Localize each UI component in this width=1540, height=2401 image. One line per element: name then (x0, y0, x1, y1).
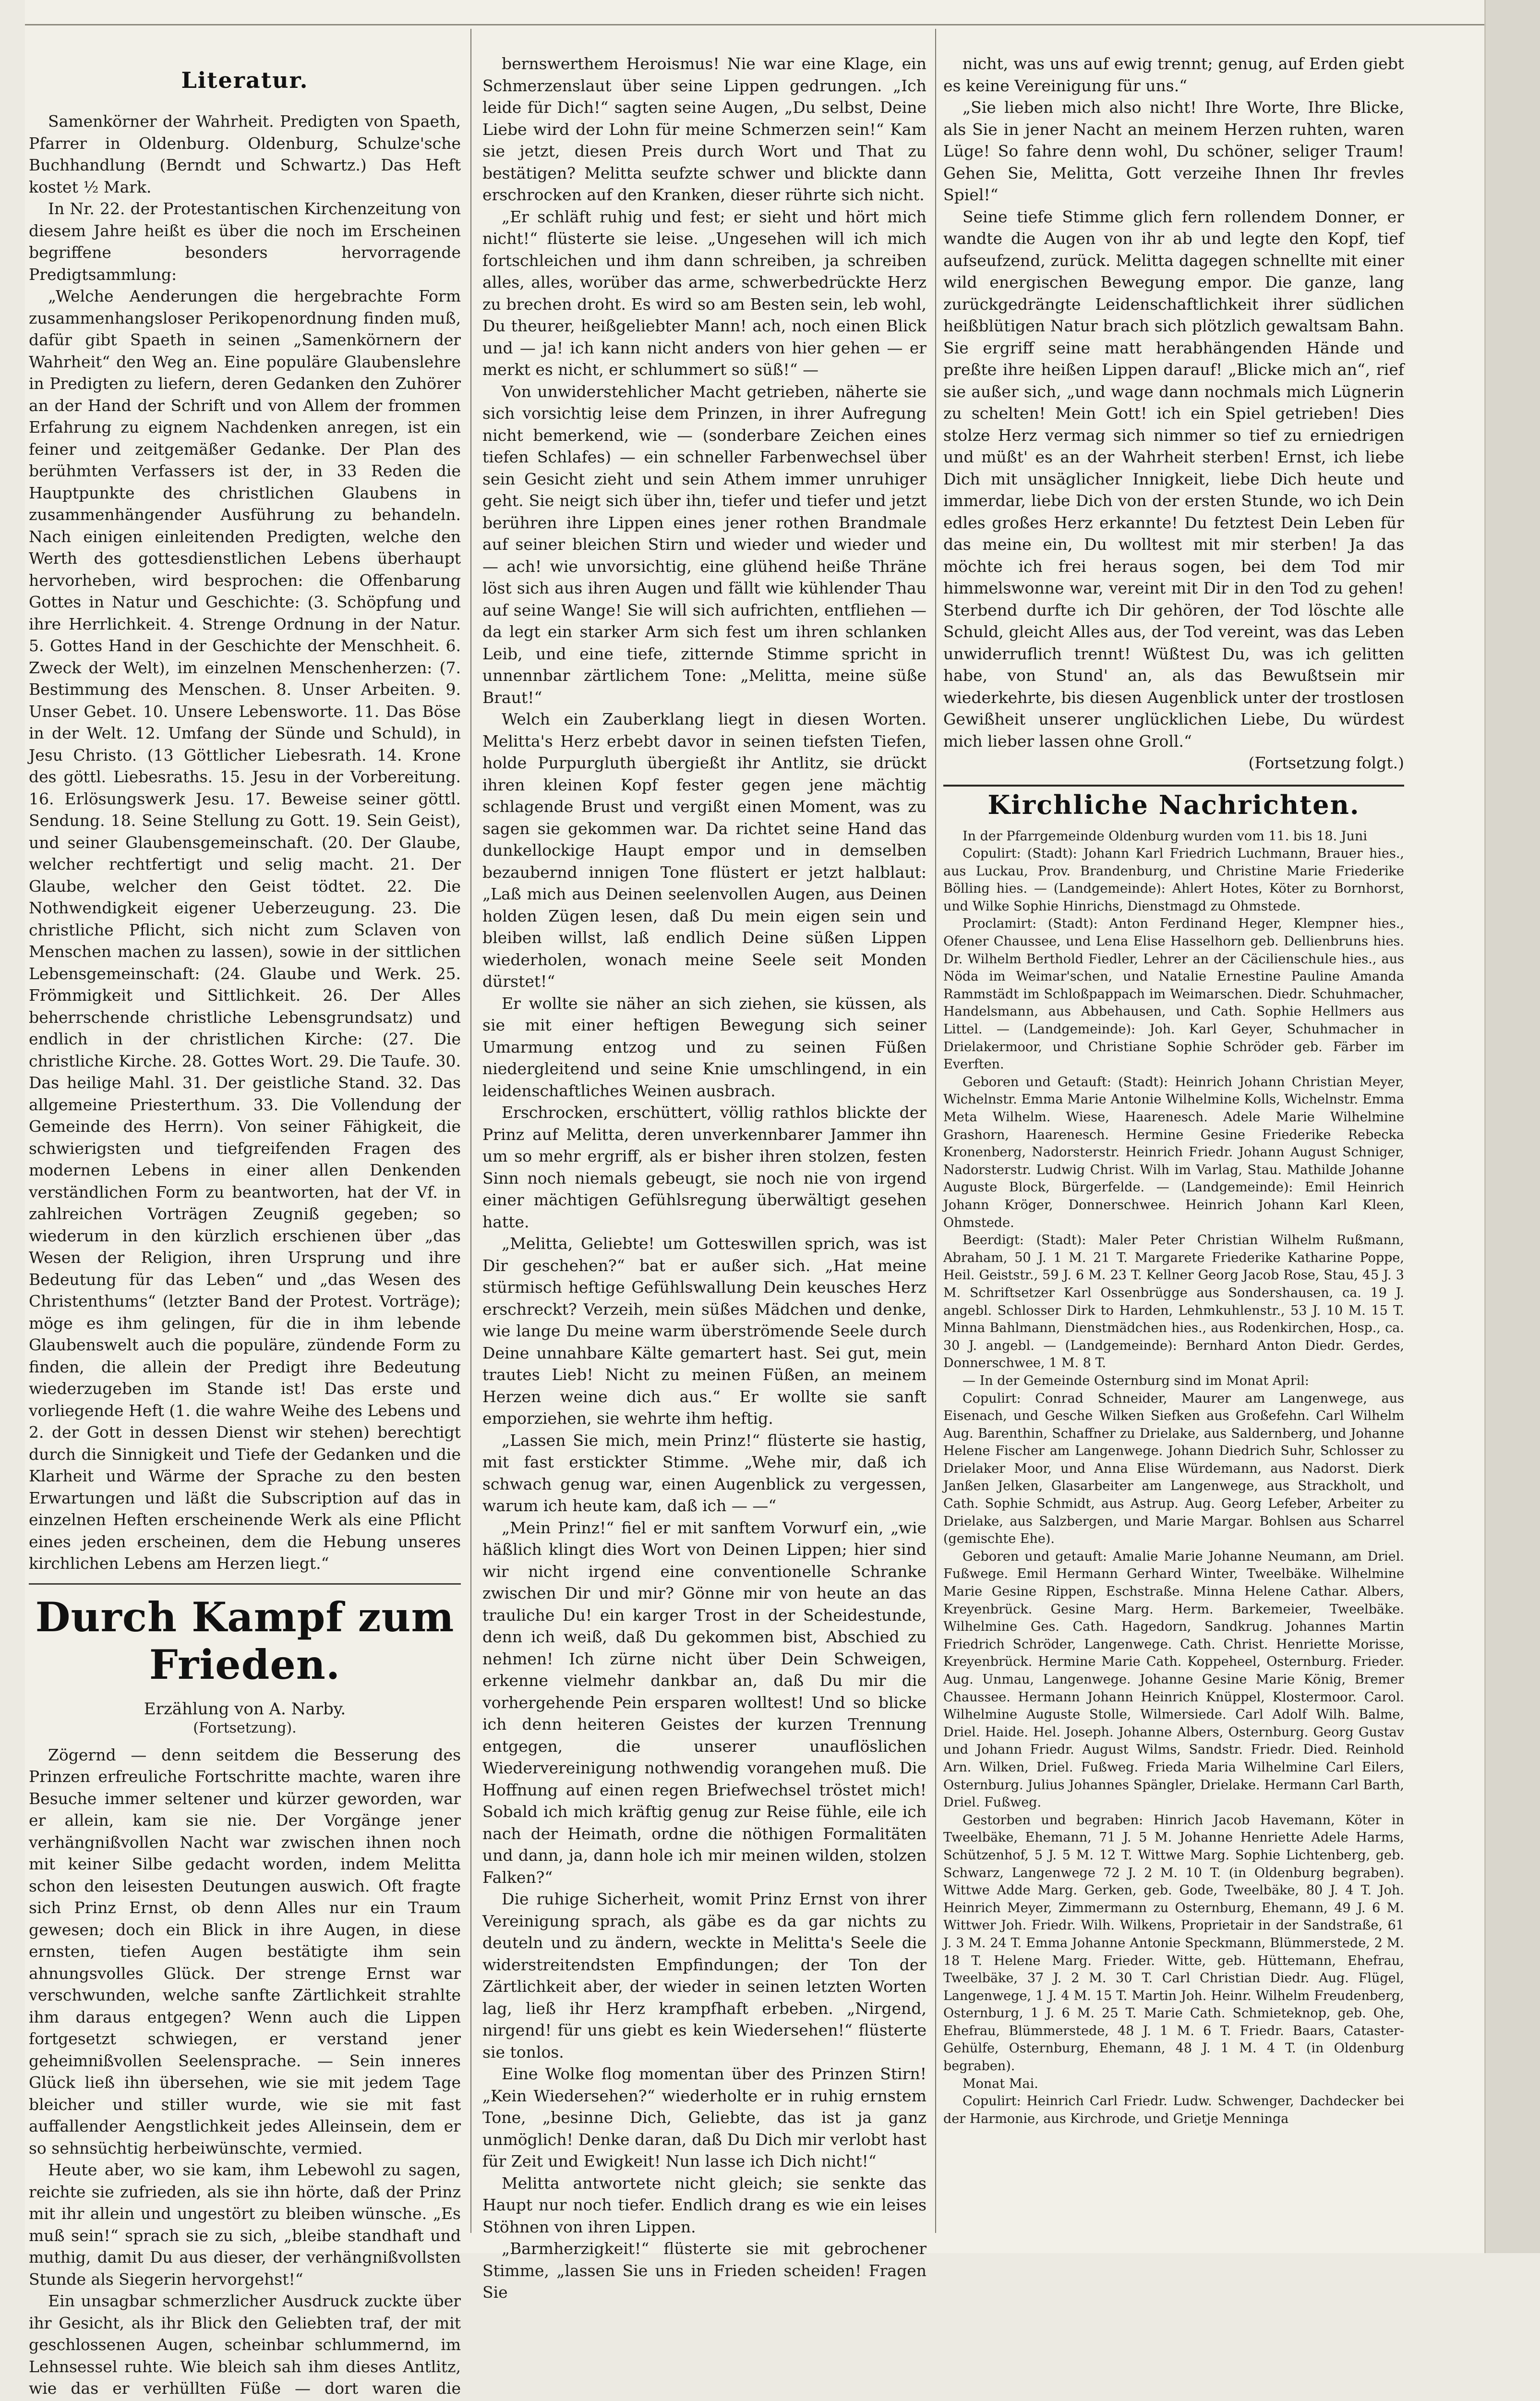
notice-paragraph: Geboren und Getauft: (Stadt): Heinrich Johann Christian Meyer, Wichelnstr. Emma Marie Antonie Wilhelmine Kolls, Wichelnstr. Emma Meta Wilhelm. Wiese, Haarenesch. Adele Marie Wilhelmine Grashorn, Haarenesch. Hermine Gesine Friederike Rebecka Kronenberg, Nadorsterstr. Heinrich Friedr. Johann August Schniger, Nadorsterstr. Ludwig Christ. Wilh im Varlag, Stau. Mathilde Johanne Auguste Block, Bürgerfelde. — (Landgemeinde): Emil Heinrich Johann Kröger, Donnerschwee. Heinrich Johann Karl Kleen, Ohmstede. (943, 1074, 1404, 1232)
story-paragraph: „Er schläft ruhig und fest; er sieht und hört mich nicht!“ flüsterte sie leise. „Ungesehen will ich mich fortschleichen und ihm dann schreiben, ja schreiben alles, alles, worüber das arme, schwerbedrückte Herz zu brechen droht. Es wird so am Besten sein, leb wohl, Du theurer, heißgeliebter Mann! ach, noch einen Blick und — ja! ich kann nicht anders von hier gehen — er merkt es nicht, er schlummert so süß!“ — (482, 206, 926, 381)
story-byline: Erzählung von A. Narby. (29, 1699, 461, 1719)
kirch-intro: In der Pfarrgemeinde Oldenburg wurden vom 11. bis 18. Juni (943, 828, 1404, 846)
column-divider (470, 29, 471, 2233)
story-paragraph: nicht, was uns auf ewig trennt; genug, auf Erden giebt es keine Vereinigung für uns.“ (943, 53, 1404, 97)
column-2 (482, 53, 926, 2233)
story-paragraph: Zögernd — denn seitdem die Besserung des Prinzen erfreuliche Fortschritte machte, waren ihre Besuche immer seltener und kürzer geworden, war er allein, kam sie nie. Der Vorgänge jener verhängnißvollen Nacht war zwischen ihnen noch mit keiner Silbe gedacht worden, indem Melitta schon den leisesten Deutungen auswich. Oft fragte sich Prinz Ernst, ob denn Alles nur ein Traum gewesen; doch ein Blick in ihre Augen, in diese ernsten, tiefen Augen bestätigte ihm sein ahnungsvolles Glück. Der strenge Ernst war verschwunden, welche sanfte Zärtlichkeit strahlte ihm daraus entgegen? Wenn auch die Lippen fortgesetzt schwiegen, er verstand jener geheimnißvollen Seelensprache. — Sein inneres Glück ließ ihn übersehen, wie sie mit jedem Tage bleicher und stiller wurde, wie sie mit fast auffallender Aengstlichkeit jedes Alleinsein, dem er so sehnsüchtig herbeiwünschte, vermied. (29, 1744, 461, 2159)
story-paragraph: „Sie lieben mich also nicht! Ihre Worte, Ihre Blicke, als Sie in jener Nacht an meinem Herzen ruhten, waren Lüge! So fahre denn wohl, Du schöner, seliger Traum! Gehen Sie, Melitta, Gott verzeihe Ihnen Ihr frevles Spiel!“ (943, 97, 1404, 206)
story-paragraph: Heute aber, wo sie kam, ihm Lebewohl zu sagen, reichte sie zufrieden, als sie ihn hörte, daß der Prinz mit ihr allein und ungestört zu bleiben wünsche. „Es muß sein!“ sprach sie zu sich, „bleibe standhaft und muthig, damit Du aus dieser, der verhängnißvollsten Stunde als Siegerin hervorgehst!“ (29, 2159, 461, 2290)
story-paragraph: Erschrocken, erschüttert, völlig rathlos blickte der Prinz auf Melitta, deren unverkennbarer Jammer ihn um so mehr ergriff, als er bisher ihren stolzen, festen Sinn noch niemals gebeugt, sie noch nie von irgend einer mächtigen Gefühlsregung überwältigt gesehen hatte. (482, 1102, 926, 1233)
notice-paragraph: Geboren und getauft: Amalie Marie Johanne Neumann, am Driel. Fußwege. Emil Hermann Gerhard Winter, Tweelbäke. Wilhelmine Marie Gesine Rippen, Eschstraße. Minna Helene Cathar. Albers, Kreyenbrück. Gesine Marg. Herm. Barkemeier, Tweelbäke. Wilhelmine Ges. Cath. Hagedorn, Sandkrug. Johannes Martin Friedrich Schröder, Langenwege. Cath. Christ. Henriette Morisse, Kreyenbrück. Hermine Marie Cath. Koppeheel, Osternburg. Frieder. Aug. Unmau, Langenwege. Johanne Gesine Marie König, Bremer Chaussee. Hermann Johann Heinrich Knüppel, Klostermoor. Carol. Wilhelmine Auguste Stolle, Wilmersiede. Carl Adolf Wilh. Balme, Driel. Haide. Hel. Joseph. Johanne Albers, Osternburg. Georg Gustav und Johann Friedr. August Wilms, Sandstr. Friedr. Died. Reinhold Arn. Wilken, Driel. Fußweg. Frieda Maria Wilhelmine Carl Eilers, Osternburg. Julius Johannes Spängler, Drielake. Hermann Carl Barth, Driel. Fußweg. (943, 1548, 1404, 1812)
story-paragraph: bernswerthem Heroismus! Nie war eine Klage, ein Schmerzenslaut über seine Lippen gedrungen. „Ich leide für Dich!“ sagten seine Augen, „Du selbst, Deine Liebe wird der Lohn für meine Schmerzen sein!“ Kam sie jetzt, diesen Preis durch Wort und That zu bestätigen? Melitta seufzte schwer und blickte dann erschrocken auf den Kranken, dieser rührte sich nicht. (482, 53, 926, 206)
header-rule (25, 24, 1484, 25)
notice-paragraph: Proclamirt: (Stadt): Anton Ferdinand Heger, Klempner hies., Ofener Chaussee, und Lena Elise Hasselhorn geb. Dellienbruns hies. Dr. Wilhelm Berthold Fiedler, Lehrer an der Cäcilienschule hies., aus Nöda im Weimar'schen, und Natalie Ernestine Pauline Amanda Rammstädt im Schloßpappach im Weimarschen. Diedr. Schuhmacher, Handelsmann, aus Abbehausen, und Cath. Sophie Hellmers aus Littel. — (Landgemeinde): Joh. Karl Geyer, Schuhmacher in Drielakermoor, und Christiane Sophie Schröder geb. Färber im Everften. (943, 915, 1404, 1073)
section-rule (943, 785, 1404, 787)
literatur-paragraph: Samenkörner der Wahrheit. Predigten von Spaeth, Pfarrer in Oldenburg. Oldenburg, Schulze'sche Buchhandlung (Berndt und Schwartz.) Das Heft kostet ½ Mark. (29, 110, 461, 198)
story-paragraph: Er wollte sie näher an sich ziehen, sie küssen, als sie mit einer heftigen Bewegung sich seiner Umarmung entzog und zu seinen Füßen niedergleitend und seine Knie umschlingend, in ein leidenschaftliches Weinen ausbrach. (482, 993, 926, 1102)
literatur-paragraph: „Welche Aenderungen die hergebrachte Form zusammenhangsloser Perikopenordnung finden muß, dafür gibt Spaeth in seinen „Samenkörnern der Wahrheit“ den Weg an. Eine populäre Glaubenslehre in Predigten zu liefern, deren Gedanken den Zuhörer an der Hand der Schrift und von Allem der frommen Erfahrung zu eignem Nachdenken anregen, ist ein feiner und zeitgemäßer Gedanke. Der Plan des berühmten Verfassers ist der, in 33 Reden die Hauptpunkte des christlichen Glaubens in zusammenhängender Ausführung zu behandeln. Nach einigen einleitenden Predigten, welche den Werth des gottesdienstlichen Lebens überhaupt hervorheben, wird besprochen: die Offenbarung Gottes in Natur und Geschichte: (3. Schöpfung und ihre Herrlichkeit. 4. Strenge Ordnung in der Natur. 5. Gottes Hand in der Geschichte der Menschheit. 6. Zweck der Welt), im einzelnen Menschenherzen: (7. Bestimmung des Menschen. 8. Unser Arbeiten. 9. Unser Gebet. 10. Unsere Lebensworte. 11. Das Böse in der Welt. 12. Umfang der Sünde und Schuld), in Jesu Christo. (13 Göttlicher Liebesrath. 14. Krone des göttl. Liebesraths. 15. Jesu in der Vorbereitung. 16. Erlösungswerk Jesu. 17. Beweise seiner göttl. Sendung. 18. Seine Stellung zu Gott. 19. Sein Geist), und seiner Glaubensgemeinschaft. (20. Der Glaube, welcher rechtfertigt und selig macht. 21. Der Glaube, welcher den Geist tödtet. 22. Die Nothwendigkeit eigener Ueberzeugung. 23. Die christliche Pflicht, sich nicht zum Sclaven von Menschen machen zu lassen), sowie in der sittlichen Lebensgemeinschaft: (24. Glaube und Werk. 25. Frömmigkeit und Sittlichkeit. 26. Der Alles beherrschende christliche Lebensgrundsatz) und endlich in der christlichen Kirche: (27. Die christliche Kirche. 28. Gottes Wort. 29. Die Taufe. 30. Das heilige Mahl. 31. Der geistliche Stand. 32. Das allgemeine Priesterthum. 33. Die Vollendung der Gemeinde des Herrn). Von seiner Fähigkeit, die schwierigsten und tiefgreifenden Fragen des modernen Lebens in einer allen Denkenden verständlichen Form zu beantworten, hat der Vf. in zahlreichen Vorträgen Zeugniß gegeben; so wiederum in den kürzlich erschienen über „das Wesen der Religion, ihren Ursprung und ihre Bedeutung für das Leben“ und „das Wesen des Christenthums“ (letzter Band der Protest. Vorträge); möge es ihm gelingen, für die in ihm lebende Glaubenswelt auch die populäre, zündende Form zu finden, die allein der Predigt ihre Bedeutung wiederzugeben im Stande ist! Das erste und vorliegende Heft (1. die wahre Weihe des Lebens und 2. der Gott in dessen Dienst wir stehen) berechtigt durch die Sinnigkeit und Tiefe der Gedanken und die Klarheit und Wärme der Sprache zu den besten Erwartungen und läßt die Subscription auf das in einzelnen Heften erscheinende Werk als eine Pflicht eines jeden erscheinen, dem die Hebung unseres kirchlichen Lebens am Herzen liegt.“ (29, 285, 461, 1575)
literatur-section (29, 110, 461, 1575)
story-continuation-note: (Fortsetzung). (29, 1719, 461, 1737)
column-3 (943, 53, 1404, 2233)
story-paragraph: Eine Wolke flog momentan über des Prinzen Stirn! „Kein Wiedersehen?“ wiederholte er in ruhig ernstem Tone, „besinne Dich, Geliebte, das ist ja ganz unmöglich! Denke daran, daß Du Dich mir verlobt hast für Zeit und Ewigkeit! Nun lasse ich Dich nicht!“ (482, 2063, 926, 2172)
fortsetzung-note: (Fortsetzung folgt.) (943, 752, 1404, 774)
story-paragraph: Die ruhige Sicherheit, womit Prinz Ernst von ihrer Vereinigung sprach, als gäbe es da gar nichts zu deuteln und zu ändern, weckte in Melitta's Seele die widerstreitendsten Empfindungen; der Ton der Zärtlichkeit aber, der wieder in seinen letzten Worten lag, ließ ihr Herz krampfhaft erbeben. „Nirgend, nirgend! für uns giebt es kein Wiedersehen!“ flüsterte sie tonlos. (482, 1888, 926, 2063)
story-paragraph: Seine tiefe Stimme glich fern rollendem Donner, er wandte die Augen von ihr ab und legte den Kopf, tief aufseufzend, zurück. Melitta dagegen schnellte mit einer wild energischen Bewegung empor. Die ganze, lang zurückgedrängte Leidenschaftlichkeit ihrer südlichen heißblütigen Natur brach sich plötzlich gewaltsam Bahn. Sie ergriff seine matt herabhängenden Hände und preßte ihre heißen Lippen darauf! „Blicke mich an“, rief sie außer sich, „und wage dann nochmals mich Lügnerin zu schelten! Mein Gott! ich ein Spiel getrieben! Dies stolze Herz vermag sich nimmer so tief zu erniedrigen und müßt' es an der Wahrheit sterben! Ernst, ich liebe Dich mit unsäglicher Innigkeit, liebe Dich heute und immerdar, liebe Dich von der ersten Stunde, wo ich Dein edles großes Herz erkannte! Du fetztest Dein Leben für das meine ein, Du wolltest mit mir sterben! Ja das möchte ich frei heraus sogen, bei dem Tod mir himmelswonne war, vereint mit Dir in den Tod zu gehen! Sterbend durfte ich Dir gehören, der Tod löschte alle Schuld, gleicht Alles aus, der Tod vereint, was das Leben unwiderruflich trennt! Wüßtest Du, was ich gelitten habe, von Stund' an, als das Bewußtsein mir wiederkehrte, bis diesen Augenblick unter der trostlosen Gewißheit unserer unglücklichen Liebe, Du würdest mich lieber lassen ohne Groll.“ (943, 206, 1404, 752)
story-paragraph: „Melitta, Geliebte! um Gotteswillen sprich, was ist Dir geschehen?“ bat er außer sich. „Hat meine stürmisch heftige Gefühlswallung Dein keusches Herz erschreckt? Verzeih, mein süßes Mädchen und denke, wie lange Du meine warm überströmende Seele durch Deine unnahbare Kälte gemartert hast. Sei gut, mein trautes Lieb! Nicht zu meinen Füßen, an meinem Herzen weine dich aus.“ Er wollte sie sanft emporziehen, sie wehrte ihm heftig. (482, 1233, 926, 1430)
story-text (482, 53, 926, 2304)
notice-paragraph: Copulirt: Conrad Schneider, Maurer am Langenwege, aus Eisenach, und Gesche Wilken Siefken aus Großefehn. Carl Wilhelm Aug. Barenthin, Schaffner zu Drielake, aus Saldernberg, und Johanne Helene Fischer am Langenwege. Johann Diedrich Suhr, Schlosser zu Drielaker Moor, und Anna Elise Würdemann, aus Nadorst. Dierk Janßen Jelken, Glasarbeiter am Langenwege, aus Strackholt, und Cath. Sophie Schmidt, aus Astrup. Aug. Georg Lefeber, Arbeiter zu Drielake, aus Salzbergen, und Marie Margar. Bohlsen aus Scharrel (gemischte Ehe). (943, 1390, 1404, 1548)
kirch-notices (943, 845, 1404, 2128)
story-paragraph: Melitta antwortete nicht gleich; sie senkte das Haupt nur noch tiefer. Endlich drang es wie ein leises Stöhnen von ihren Lippen. (482, 2172, 926, 2238)
story-text (943, 53, 1404, 752)
notice-paragraph: Gestorben und begraben: Hinrich Jacob Havemann, Köter in Tweelbäke, Ehemann, 71 J. 5 M. Johanne Henriette Adele Harms, Schützenhof, 5 J. 5 M. 12 T. Wittwe Marg. Sophie Lichtenberg, geb. Schwarz, Langenwege 72 J. 2 M. 10 T. (in Oldenburg begraben). Wittwe Adde Marg. Gerken, geb. Gode, Tweelbäke, 80 J. 4 T. Joh. Heinrich Meyer, Zimmermann zu Osternburg, Ehemann, 49 J. 6 M. Wittwer Joh. Friedr. Wilh. Wilkens, Proprietair in der Sandstraße, 61 J. 3 M. 24 T. Emma Johanne Antonie Speckmann, Blümmerstede, 2 M. 18 T. Helene Marg. Frieder. Witte, geb. Hüttemann, Ehefrau, Tweelbäke, 37 J. 2 M. 30 T. Carl Christian Diedr. Aug. Flügel, Langenwege, 1 J. 4 M. 15 T. Martin Joh. Heinr. Wilhelm Freudenberg, Osternburg, 1 J. 6 M. 25 T. Marie Cath. Schmieteknop, geb. Ohe, Ehefrau, Blümmerstede, 48 J. 1 M. 6 T. Friedr. Baars, Cataster-Gehülfe, Osternburg, Ehemann, 48 J. 1 M. 4 T. (in Oldenburg begraben). (943, 1812, 1404, 2075)
notice-paragraph: Copulirt: Heinrich Carl Friedr. Ludw. Schwenger, Dachdecker bei der Harmonie, aus Kirchrode, und Grietje Menninga (943, 2093, 1404, 2128)
notice-paragraph: Copulirt: (Stadt): Johann Karl Friedrich Luchmann, Brauer hies., aus Luckau, Prov. Brandenburg, und Christine Marie Friederike Bölling hies. — (Landgemeinde): Ahlert Hotes, Köter zu Bornhorst, und Wilke Sophie Hinrichs, Dienstmagd zu Ohmstede. (943, 845, 1404, 915)
page-edge (1484, 0, 1540, 2253)
section-rule (29, 1583, 461, 1585)
kirch-heading: Kirchliche Nachrichten. (943, 789, 1404, 820)
column-divider (935, 29, 936, 2233)
notice-paragraph: Monat Mai. (943, 2075, 1404, 2093)
story-paragraph: „Lassen Sie mich, mein Prinz!“ flüsterte sie hastig, mit fast erstickter Stimme. „Wehe mir, daß ich schwach genug war, einen Augenblick zu vergessen, warum ich heute kam, daß ich — —“ (482, 1430, 926, 1517)
story-text (29, 1744, 461, 2401)
story-paragraph: Ein unsagbar schmerzlicher Ausdruck zuckte über ihr Gesicht, als ihr Blick den Geliebten traf, der mit geschlossenen Augen, scheinbar schlummernd, im Lehnsessel ruhte. Wie bleich sah ihm dieses Antlitz, wie das er verhüllten Füße — dort waren die (29, 2290, 461, 2401)
column-1 (29, 53, 461, 2233)
story-heading: Durch Kampf zum Frieden. (29, 1593, 461, 1688)
story-paragraph: Von unwiderstehlicher Macht getrieben, näherte sie sich vorsichtig leise dem Prinzen, in ihrer Aufregung nicht bemerkend, wie — (sonderbare Zeichen eines tiefen Schlafes) — ein schneller Farbenwechsel über sein Gesicht zieht und sein Athem immer unruhiger geht. Sie neigt sich über ihn, tiefer und tiefer und jetzt berühren ihre Lippen eines jener rothen Brandmale auf seiner bleichen Stirn und wieder und wieder und — ach! wie unvorsichtig, eine glühend heiße Thräne löst sich aus ihren Augen und fällt wie kühlender Thau auf seine Wange! Sie will sich aufrichten, entfliehen — da legt ein starker Arm sich fest um ihren schlanken Leib, und eine tiefe, zitternde Stimme spricht in unnennbar zärtlichem Tone: „Melitta, meine süße Braut!“ (482, 381, 926, 709)
story-paragraph: „Barmherzigkeit!“ flüsterte sie mit gebrochener Stimme, „lassen Sie uns in Frieden scheiden! Fragen Sie (482, 2238, 926, 2304)
literatur-heading: Literatur. (29, 67, 461, 93)
story-paragraph: „Mein Prinz!“ fiel er mit sanftem Vorwurf ein, „wie häßlich klingt dies Wort von Deinen Lippen; hier sind wir nicht irgend eine conventionelle Schranke zwischen Dir und mir? Gönne mir von heute an das trauliche Du! ein karger Trost in der Scheidestunde, denn ich weiß, daß Du gekommen bist, Abschied zu nehmen! Ich zürne nicht über Dein Schweigen, erkenne vielmehr dankbar an, daß Du mir die vorhergehende Pein ersparen wolltest! Und so blicke ich denn heiteren Geistes der kurzen Trennung entgegen, die unserer unauflöslichen Wiedervereinigung nothwendig vorangehen muß. Die Hoffnung auf einen regen Briefwechsel tröstet mich! Sobald ich mich kräftig genug zur Reise fühle, eile ich nach der Heimath, ordne die nöthigen Formalitäten und dann, ja, dann hole ich mir meinen wilden, stolzen Falken?“ (482, 1517, 926, 1889)
notice-paragraph: Beerdigt: (Stadt): Maler Peter Christian Wilhelm Rußmann, Abraham, 50 J. 1 M. 21 T. Margarete Friederike Katharine Poppe, Heil. Geiststr., 59 J. 6 M. 23 T. Kellner Georg Jacob Rose, Stau, 45 J. 3 M. Schriftsetzer Karl Ossenbrügge aus Sondershausen, ca. 19 J. angebl. Schlosser Dirk to Harden, Lehmkuhlenstr., 53 J. 10 M. 15 T. Minna Bahlmann, Dienstmädchen hies., aus Rodenkirchen, Hosp., ca. 30 J. angebl. — (Landgemeinde): Bernhard Anton Diedr. Gerdes, Donnerschwee, 1 M. 8 T. (943, 1232, 1404, 1372)
story-paragraph: Welch ein Zauberklang liegt in diesen Worten. Melitta's Herz erbebt davor in seinen tiefsten Tiefen, holde Purpurgluth übergießt ihr Antlitz, sie drückt ihren kleinen Kopf fester gegen jene mächtig schlagende Brust und vergißt einen Moment, was zu sagen sie gekommen war. Da richtet seine Hand das dunkellockige Haupt empor und in demselben bezaubernd innigen Tone flüstert er jetzt halblaut: „Laß mich aus Deinen seelenvollen Augen, aus Deinen holden Zügen lesen, daß Du mein eigen sein und bleiben willst, laß endlich Deine süßen Lippen wiederholen, wonach meine Seele seit Monden dürstet!“ (482, 708, 926, 993)
notice-paragraph: — In der Gemeinde Osternburg sind im Monat April: (943, 1372, 1404, 1390)
literatur-paragraph: In Nr. 22. der Protestantischen Kirchenzeitung von diesem Jahre heißt es über die noch im Erscheinen begriffene besonders hervorragende Predigtsammlung: (29, 198, 461, 285)
